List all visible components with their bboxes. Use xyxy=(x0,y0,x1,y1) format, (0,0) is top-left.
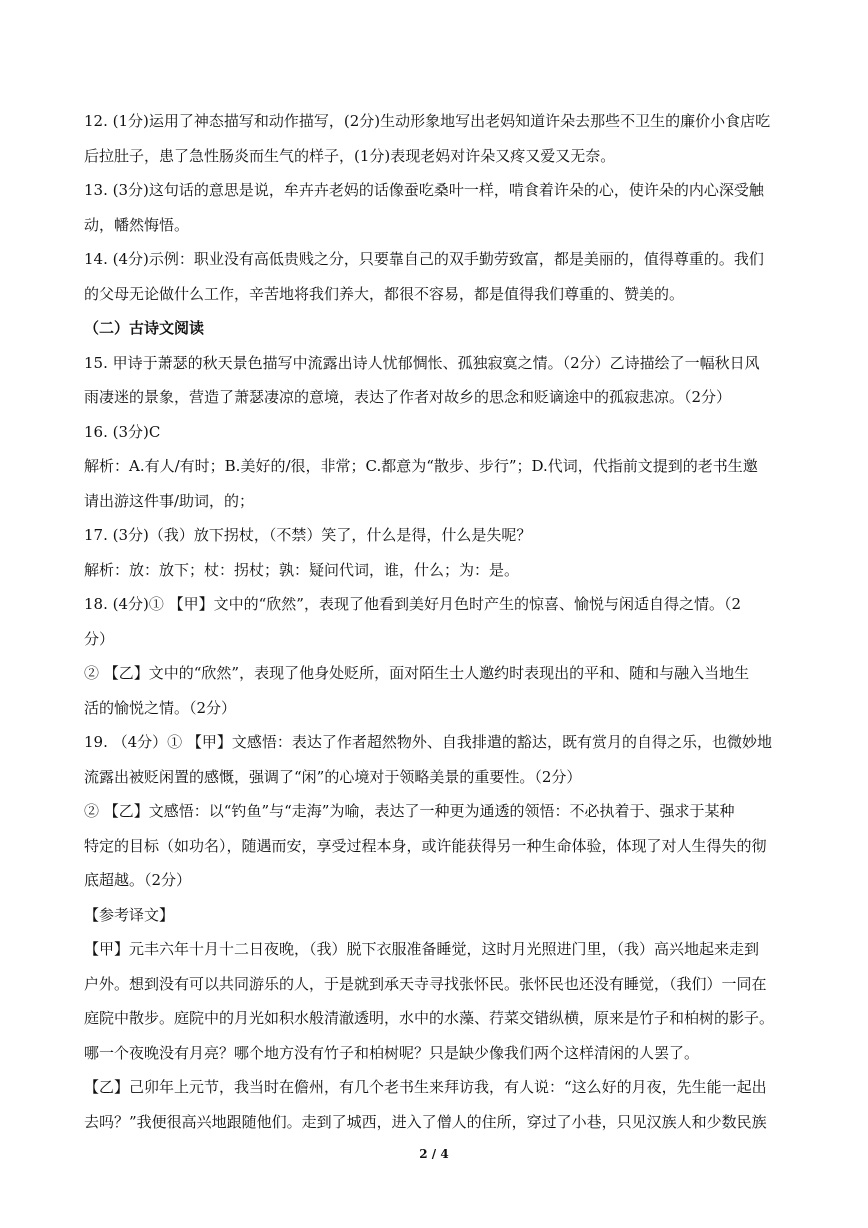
q19-line-3: ② 【乙】文感悟：以“钓鱼”与“走海”为喻，表达了一种更为通透的领悟：不必执着于、强求于某种 xyxy=(84,802,735,820)
q15-line-1: 15. 甲诗于萧瑟的秋天景色描写中流露出诗人忧郁惆怅、孤独寂寞之情。（2分）乙诗描绘了一幅秋日风 xyxy=(84,353,760,372)
q18-line-2: 分） xyxy=(84,629,115,648)
page-number: 2 / 4 xyxy=(419,1147,449,1161)
translation-yi-line-1: 【乙】己卯年上元节，我当时在儋州，有几个老书生来拜访我，有人说：“这么好的月夜，先生能一起出 xyxy=(84,1078,767,1096)
q19-line-1: 19. （4分）① 【甲】文感悟：表达了作者超然物外、自我排遣的豁达，既有赏月的自得之乐，也微妙地 xyxy=(84,733,772,751)
q18-line-4: 活的愉悦之情。（2分） xyxy=(84,698,237,717)
q19-line-2: 流露出被贬闲置的感慨，强调了“闲”的心境对于领略美景的重要性。（2分） xyxy=(84,767,582,786)
q19-line-4: 特定的目标（如功名），随遇而安，享受过程本身，或许能获得另一种生命体验，体现了对人生得失的彻 xyxy=(84,836,767,855)
q12-line-2: 后拉肚子，患了急性肠炎而生气的样子，(1分)表现老妈对许朵又疼又爱又无奈。 xyxy=(84,146,616,165)
translation-heading: 【参考译文】 xyxy=(84,905,175,924)
q13-line-1: 13. (3分)这句话的意思是说，牟卉卉老妈的话像蚕吃桑叶一样，啃食着许朵的心，使许朵的内心深受触 xyxy=(84,181,764,199)
translation-jia-line-1: 【甲】元丰六年十月十二日夜晚，（我）脱下衣服准备睡觉，这时月光照进门里，（我）高兴地起来走到 xyxy=(84,940,760,958)
q16-line: 16. (3分)C xyxy=(84,422,161,441)
translation-jia-line-3: 庭院中散步。庭院中的月光如积水般清澈透明，水中的水藻、荇菜交错纵横，原来是竹子和柏树的影子。 xyxy=(84,1009,775,1027)
translation-jia-line-4: 哪一个夜晚没有月亮？哪个地方没有竹子和柏树呢？只是缺少像我们两个这样清闲的人罢了。 xyxy=(84,1043,700,1062)
q18-line-3: ② 【乙】文中的“欣然”，表现了他身处贬所，面对陌生士人邀约时表现出的平和、随和与融入当地生 xyxy=(84,664,750,682)
q17-analysis-line: 解析：放：放下；杖：拐杖；孰：疑问代词，谁，什么；为：是。 xyxy=(84,560,520,579)
q14-line-2: 的父母无论做什么工作，辛苦地将我们养大，都很不容易，都是值得我们尊重的、赞美的。 xyxy=(84,284,685,303)
q15-line-2: 雨凄迷的景象，营造了萧瑟凄凉的意境，表达了作者对故乡的思念和贬谪途中的孤寂悲凉。（2分） xyxy=(84,388,732,406)
q16-analysis-line-1: 解析：A.有人/有时；B.美好的/很，非常；C.都意为“散步、步行”；D.代词，代指前文提到的老书生邀 xyxy=(84,457,758,475)
answer-block xyxy=(84,104,784,1139)
q14-line-1: 14. (4分)示例：职业没有高低贵贱之分，只要靠自己的双手勤劳致富，都是美丽的，值得尊重的。我们 xyxy=(84,250,764,268)
translation-yi-line-2: 去吗？”我便很高兴地跟随他们。走到了城西，进入了僧人的住所，穿过了小巷，只见汉族人和少数民族 xyxy=(84,1112,767,1131)
q12-line-1: 12. (1分)运用了神态描写和动作描写，(2分)生动形象地写出老妈知道许朵去那些不卫生的廉价小食店吃 xyxy=(84,112,771,130)
q18-line-1: 18. (4分)① 【甲】文中的“欣然”，表现了他看到美好月色时产生的惊喜、愉悦与闲适自得之情。（2 xyxy=(84,595,742,613)
section-heading: （二）古诗文阅读 xyxy=(84,319,205,337)
q16-analysis-line-2: 请出游这件事/助词，的； xyxy=(84,491,255,510)
q13-line-2: 动，幡然悔悟。 xyxy=(84,215,190,234)
q17-line: 17. (3分)（我）放下拐杖，（不禁）笑了，什么是得，什么是失呢？ xyxy=(84,526,532,544)
translation-jia-line-2: 户外。想到没有可以共同游乐的人，于是就到承天寺寻找张怀民。张怀民也还没有睡觉，（我们）一同在 xyxy=(84,974,767,993)
q19-line-5: 底超越。（2分） xyxy=(84,871,192,889)
